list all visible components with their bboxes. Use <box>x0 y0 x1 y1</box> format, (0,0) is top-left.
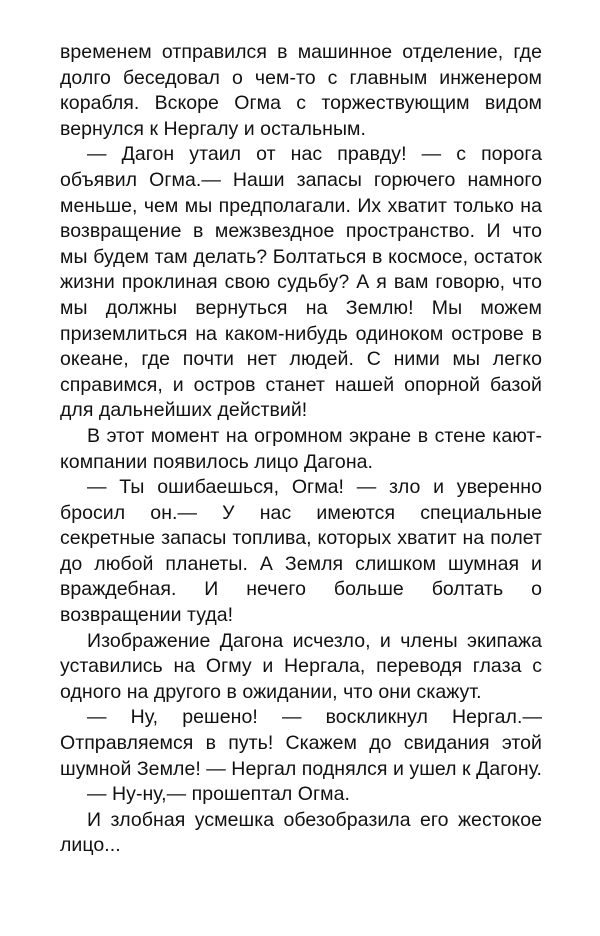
paragraph: — Ну-ну,— прошептал Огма. <box>87 783 350 806</box>
paragraph: И злобная усмешка обезобразила его жестокое лицо... <box>60 808 542 857</box>
paragraph: временем отправился в машинное отделение, где долго беседовал о чем-то с главным инженером корабля. Вскоре Огма с торжествующим видом вернулся к Нергалу и остальным. <box>60 41 542 140</box>
paragraph: Изображение Дагона исчезло, и члены экипажа уставились на Огму и Нергала, переводя глаза с одного на другого в ожидании, что они скажут. <box>60 629 542 703</box>
paragraph: В этот момент на огромном экране в стене кают-компании появилось лицо Дагона. <box>60 424 542 473</box>
page-text <box>60 40 542 859</box>
paragraph: — Ты ошибаешься, Огма! — зло и уверенно бросил он.— У нас имеются специальные секретные запасы топлива, которых хватит на полет до любой планеты. А Земля слишком шумная и враждебная. И нечего больше болтать о возвращении туда! <box>60 476 542 627</box>
paragraph: — Дагон утаил от нас правду! — с порога объявил Огма.— Наши запасы горючего намного меньше, чем мы предполагали. Их хватит только на возвращение в межзвездное пространство. И что мы будем там делать? Болтаться в космосе, остаток жизни проклиная свою судьбу? А я вам говорю, что мы должны вернуться на Землю! Мы можем приземлиться на каком-нибудь одиноком острове в океане, где почти нет людей. С ними мы легко справимся, и остров станет нашей опорной базой для дальнейших действий! <box>60 143 542 422</box>
paragraph: — Ну, решено! — воскликнул Нергал.— Отправляемся в путь! Скажем до свидания этой шумной Земле! — Нергал поднялся и ушел к Дагону. <box>60 706 543 780</box>
